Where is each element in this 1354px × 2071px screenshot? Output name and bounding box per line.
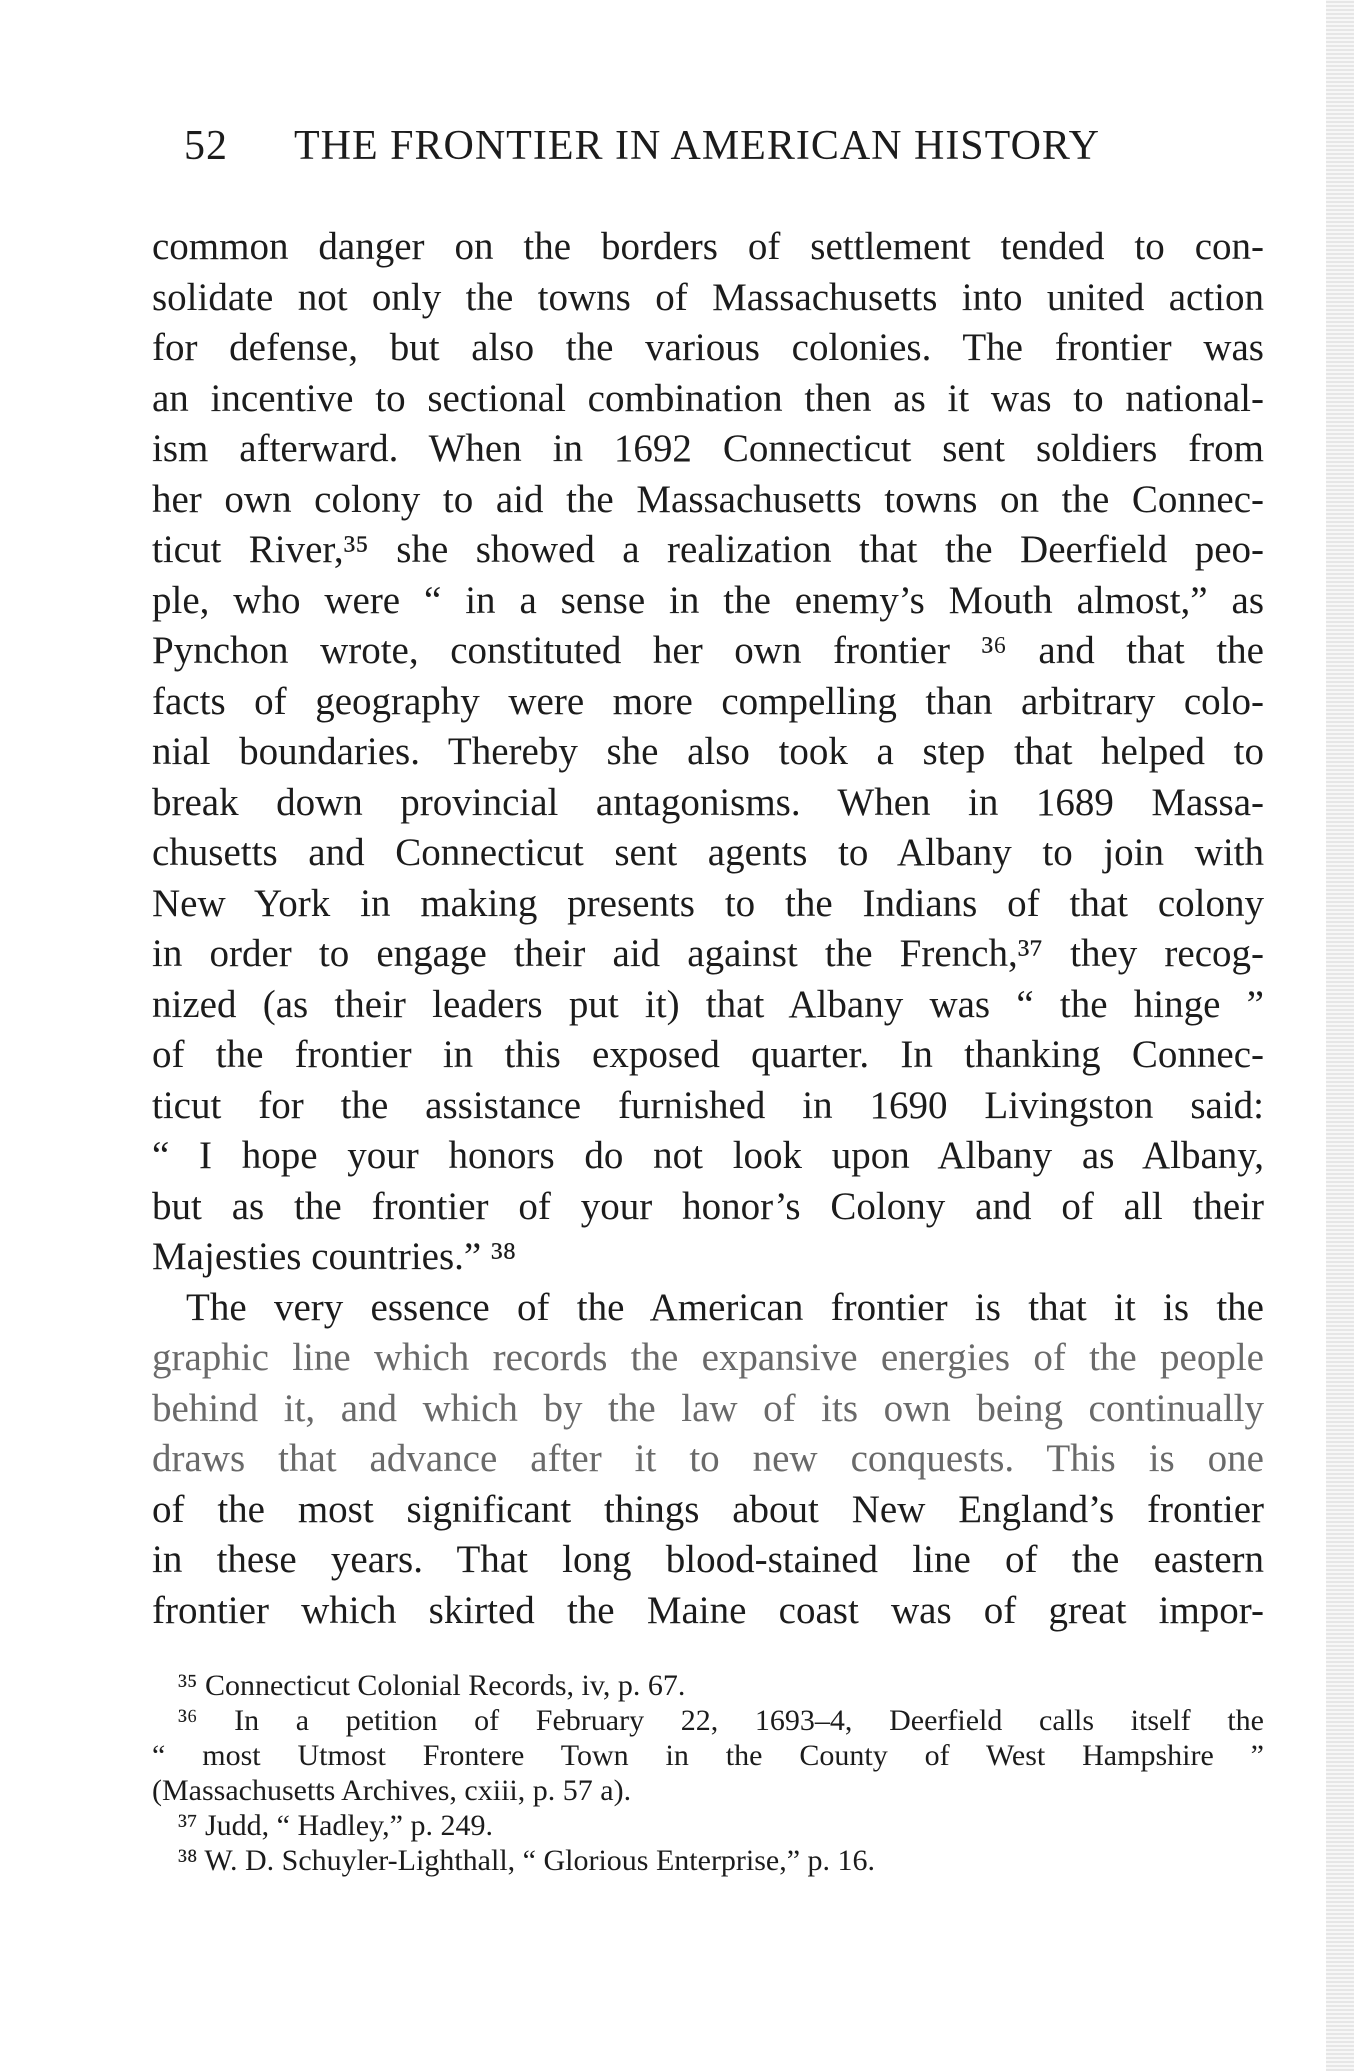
running-title: THE FRONTIER IN AMERICAN HISTORY: [294, 123, 1100, 169]
body-line: but as the frontier of your honor’s Colony and of all their: [152, 1184, 1264, 1228]
running-header: [184, 122, 1124, 170]
footnote-38: ³⁸ W. D. Schuyler-Lighthall, “ Glorious Enterprise,” p. 16.: [178, 1844, 876, 1877]
footnote-35: ³⁵ Connecticut Colonial Records, iv, p. 67.: [178, 1669, 686, 1702]
footnote-36-continued: (Massachusetts Archives, cxiii, p. 57 a).: [152, 1774, 632, 1807]
footnote-37: ³⁷ Judd, “ Hadley,” p. 249.: [178, 1809, 493, 1842]
body-line: New York in making presents to the Indians of that colony: [152, 881, 1264, 925]
body-line: break down provincial antagonisms. When in 1689 Massa-: [152, 780, 1264, 824]
body-line: behind it, and which by the law of its own being continually: [152, 1386, 1264, 1430]
footnote-36: ³⁶ In a petition of February 22, 1693–4, Deerfield calls itself the: [178, 1704, 1264, 1737]
body-line: frontier which skirted the Maine coast was of great impor-: [152, 1588, 1264, 1632]
page-edge-shadow: [1326, 0, 1354, 2071]
body-line: in order to engage their aid against the French,³⁷ they recog-: [152, 932, 1264, 975]
body-line: graphic line which records the expansive energies of the people: [152, 1336, 1264, 1379]
page-number: 52: [184, 123, 228, 169]
body-line: solidate not only the towns of Massachusetts into united action: [152, 275, 1264, 319]
body-line: Majesties countries.” ³⁸: [152, 1235, 517, 1278]
body-line: in these years. That long blood-stained line of the eastern: [152, 1538, 1264, 1581]
body-line: ticut for the assistance furnished in 1690 Livingston said:: [152, 1083, 1264, 1127]
body-line: her own colony to aid the Massachusetts towns on the Connec-: [152, 477, 1264, 521]
body-line: for defense, but also the various colonies. The frontier was: [152, 326, 1264, 369]
body-line: nial boundaries. Thereby she also took a step that helped to: [152, 730, 1264, 773]
body-line: ticut River,³⁵ she showed a realization that the Deerfield peo-: [152, 528, 1264, 571]
body-line: of the most significant things about New England’s frontier: [152, 1487, 1264, 1531]
paragraph-first-line: The very essence of the American frontier is that it is the: [186, 1285, 1264, 1329]
body-line: an incentive to sectional combination then as it was to national-: [152, 376, 1264, 420]
body-line: facts of geography were more compelling than arbitrary colo-: [152, 679, 1264, 723]
body-line: draws that advance after it to new conquests. This is one: [152, 1437, 1264, 1480]
body-line: Pynchon wrote, constituted her own frontier ³⁶ and that the: [152, 629, 1264, 672]
body-line: common danger on the borders of settlement tended to con-: [152, 225, 1264, 268]
footnote-36-continued: “ most Utmost Frontere Town in the County of West Hampshire ”: [152, 1739, 1264, 1772]
body-text: [152, 222, 1264, 1636]
body-line: of the frontier in this exposed quarter. In thanking Connec-: [152, 1033, 1264, 1076]
body-line: ple, who were “ in a sense in the enemy’s Mouth almost,” as: [152, 578, 1264, 622]
footnotes: [152, 1668, 1264, 1878]
body-line: nized (as their leaders put it) that Albany was “ the hinge ”: [152, 982, 1264, 1026]
body-line: ism afterward. When in 1692 Connecticut sent soldiers from: [152, 427, 1264, 470]
body-line: chusetts and Connecticut sent agents to Albany to join with: [152, 831, 1264, 874]
body-line: “ I hope your honors do not look upon Albany as Albany,: [152, 1134, 1264, 1177]
